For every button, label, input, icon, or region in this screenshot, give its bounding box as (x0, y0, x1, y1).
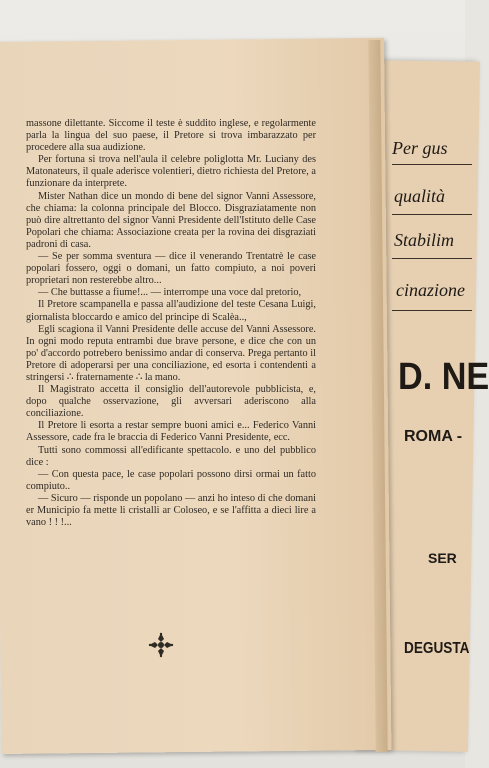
fleuron-ornament-icon (148, 632, 174, 658)
brand-name: D. NE (398, 356, 489, 398)
rule-4 (392, 310, 472, 311)
paragraph: Tutti sono commossi all'edificante spettacolo. e uno del pubblico dice : (26, 444, 316, 468)
paragraph: Il Pretore li esorta a restar sempre buoni amici e... Federico Vanni Assessore, cade fra le braccia di Federico Vanni Presidente, ecc. (26, 420, 316, 444)
service-word: SER (428, 550, 457, 566)
paragraph: Il Magistrato accetta il consiglio dell'autorevole pubblicista, e, dopo qualche osservazione, gli avversari aderiscono alla conciliazione. (26, 384, 316, 420)
paragraph: Per fortuna si trova nell'aula il celebre poliglotta Mr. Luciany des Matonateurs, il quale aderisce volentieri, dietro richiesta del Pretore, a funzionare da interprete. (26, 154, 316, 190)
paragraph: Il Pretore scampanella e passa all'audizione del teste Cesana Luigi, giornalista bloccardo e amico del principe di Scalèa.., (26, 299, 316, 323)
paragraph: — Con questa pace, le case popolari possono dirsi ormai un fatto compiuto.. (26, 468, 316, 492)
city-label: ROMA - (404, 428, 463, 445)
rule-2 (392, 214, 472, 215)
paragraph: massone dilettante. Siccome il teste è suddito inglese, e regolarmente parla la lingua del suo paese, il Pretore si trova imbarazzato per procedere alla sua audizione. (26, 118, 316, 154)
paragraph: — Sicuro — risponde un popolano — anzi ho inteso di che domani er Municipio fa mette li cristalli ar Coloseo, e se l'affitta a dieci lire a vano ! ! !... (26, 492, 316, 529)
ad-line-4: cinazione (396, 280, 465, 300)
ad-line-3: Stabilim (394, 230, 455, 250)
tasting-word: DEGUSTA (404, 640, 470, 657)
rule-3 (392, 258, 472, 259)
paragraph: — Se per somma sventura — dice il venerando Trentatrè le case popolari fossero, oggi o domani, un fatto compiuto, a noi poveri proprietari non resterebbe altro... (26, 251, 316, 287)
paragraph: — Che buttasse a fiume!... — interrompe una voce dal pretorio, (38, 287, 302, 299)
ad-line-1: Per gus (392, 138, 448, 158)
paragraph: Mister Nathan dice un mondo di bene del signor Vanni Assessore, che chiama: la colonna principale del Blocco. Disgraziatamente non può dire altrettanto del signor Vanni Presidente dell'Istituto delle Case Popolari che chiama: Associazione creata per la rovina dei disgraziati padroni di casa. (26, 190, 316, 250)
article-text (26, 118, 316, 529)
rule-1 (392, 164, 472, 165)
paragraph: Egli scagiona il Vanni Presidente delle accuse del Vanni Assessore. In ogni modo reputa entrambi due brave persone, e dice che con un po' d'accordo potrebero benissimo andar di conserva. Prega pertanto il Pretore di adoperarsi per una conciliazione, ed esorta i contendenti a stringersi ∴ fraternamente ∴ la mano. (26, 323, 316, 383)
ad-line-2: qualità (394, 186, 446, 206)
